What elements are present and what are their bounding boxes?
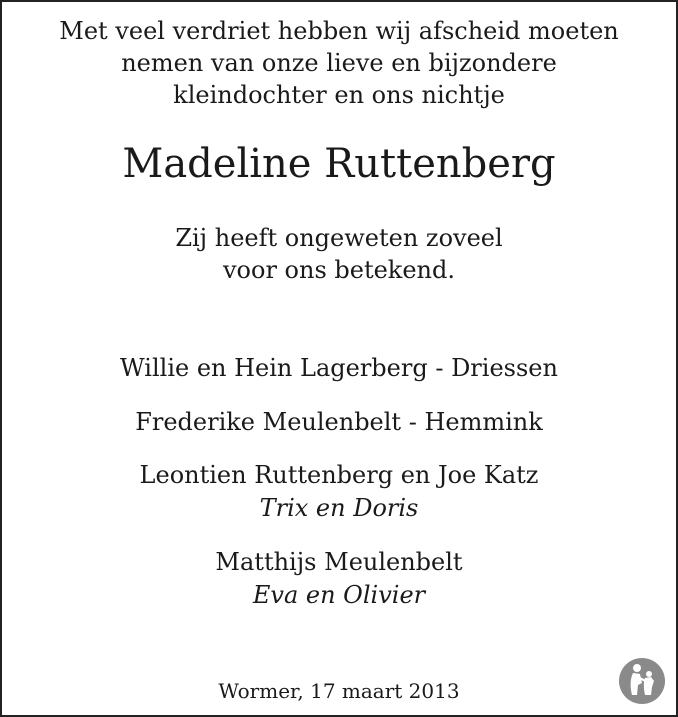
intro-line-3: kleindochter en ons nichtje [173,81,505,109]
motto-line-1: Zij heeft ongeweten zoveel [175,224,503,252]
deceased-name: Madeline Ruttenberg [122,141,556,187]
intro-line-2: nemen van onze lieve en bijzondere [121,49,557,77]
motto-line-2: voor ons betekend. [222,256,456,284]
relative-names: Willie en Hein Lagerberg - Driessen [120,354,558,382]
relative-names: Leontien Ruttenberg en Joe Katz [139,461,539,489]
relative-names: Frederike Meulenbelt - Hemmink [135,408,543,436]
relative-names: Matthijs Meulenbelt [215,548,463,576]
intro-line-1: Met veel verdriet hebben wij afscheid moeten [59,17,619,45]
relative-subnames: Eva en Olivier [252,581,426,609]
mourning-figures-icon [618,657,666,705]
relative-subnames: Trix en Doris [259,494,419,522]
place-date: Wormer, 17 maart 2013 [218,679,460,703]
